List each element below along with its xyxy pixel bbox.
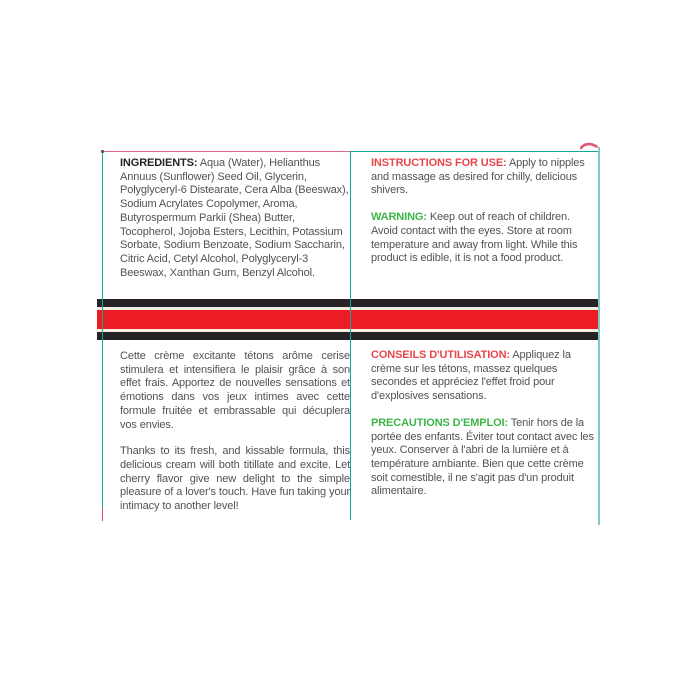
trim-tick-bottom-left <box>102 507 104 521</box>
brand-stripe-band <box>97 299 598 340</box>
conseils-paragraph <box>371 349 600 404</box>
band-black-stripe-bottom <box>97 332 598 340</box>
ingredients-label: INGREDIENTS: <box>120 157 198 169</box>
fold-guide-right <box>598 147 600 525</box>
fold-guide-left <box>102 151 104 507</box>
conseils-text: Appliquez la crème sur les tétons, massez quelques secondes et appréciez l'effet froid pour d'explosives sensations. <box>371 349 571 403</box>
description-french-paragraph: Cette crème excitante tétons arôme cerise stimulera et intensifiera le plaisir grâce à son effet frais. Apportez de nouvelles sensations et émotions dans vos jeux intimes avec cette formule fruitée et embrassable qui décuplera vos envies. <box>120 350 350 431</box>
ingredients-panel <box>120 157 352 280</box>
precautions-label: PRECAUTIONS D'EMPLOI: <box>371 416 508 429</box>
warning-text: Keep out of reach of children. Avoid contact with the eyes. Store at room temperature and away from light. While this product is edible, it is not a food product. <box>371 211 578 265</box>
warning-paragraph <box>371 211 594 266</box>
description-panel <box>120 350 350 514</box>
precautions-text: Tenir hors de la portée des enfants. Éviter tout contact avec les yeux. Conserver à l'abri de la lumière et à température ambiante. Bien que cette crème soit comestible, il ne s'agit pas d'un produit alimentaire. <box>371 416 594 498</box>
description-english-paragraph: Thanks to its fresh, and kissable formula, this delicious cream will both titillate and excite. Let cherry flavor give new delight to the simple pleasure of a lover's touch. Have fun taking your intimacy to another level! <box>120 445 350 513</box>
ingredients-paragraph <box>120 157 352 280</box>
band-red-stripe <box>97 310 598 329</box>
warning-label: WARNING: <box>371 211 427 224</box>
precautions-paragraph <box>371 417 600 499</box>
conseils-label: CONSEILS D'UTILISATION: <box>371 349 510 361</box>
ingredients-text: Aqua (Water), Helianthus Annuus (Sunflower) Seed Oil, Glycerin, Polyglyceryl-6 Distearate, Cera Alba (Beeswax), Sodium Acrylates Copolymer, Aroma, Butyrospermum Parkii (Shea) Butter, Tocopherol, Jojoba Esters, Lecithin, Potassium Sorbate, Sodium Benzoate, Sodium Saccharin, Citric Acid, Cetyl Alcohol, Polyglyceryl-3 Beeswax, Xanthan Gum, Benzyl Alcohol. <box>120 157 349 279</box>
instructions-label: INSTRUCTIONS FOR USE: <box>371 157 507 169</box>
registration-mark-icon <box>580 142 598 151</box>
conseils-panel <box>371 349 600 499</box>
instructions-panel <box>371 157 594 266</box>
trim-guide-top-left <box>102 151 350 152</box>
instructions-text: Apply to nipples and massage as desired for chilly, delicious shivers. <box>371 157 585 197</box>
fold-guide-center <box>350 151 352 520</box>
trim-guide-top-right <box>350 151 599 152</box>
instructions-paragraph <box>371 157 594 198</box>
band-black-stripe-top <box>97 299 598 307</box>
registration-dot <box>101 150 104 153</box>
